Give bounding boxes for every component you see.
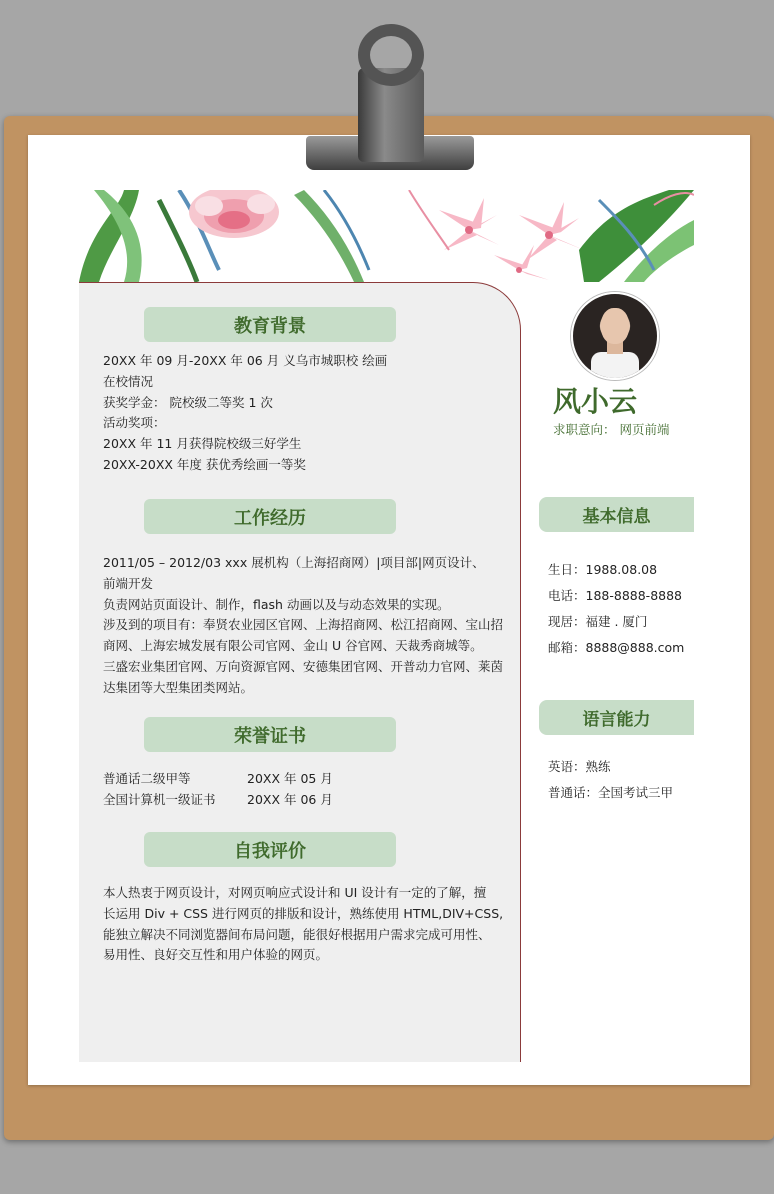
education-line: 在校情况 <box>103 373 154 389</box>
avatar-shirt <box>591 352 639 380</box>
self-eval-line: 易用性、良好交互性和用户体验的网页。 <box>103 947 329 963</box>
work-line: 涉及到的项目有：奉贤农业园区官网、上海招商网、松江招商网、宝山招 <box>103 617 504 633</box>
basic-info-line: 电话：188-8888-8888 <box>548 588 683 603</box>
work-line: 2011/05 – 2012/03 xxx 展机构（上海招商网）|项目部|网页设计、 <box>103 555 485 570</box>
education-details <box>103 351 503 476</box>
clip-ring <box>358 24 424 86</box>
honor-date: 20XX 年 05 月 <box>247 771 333 786</box>
education-line: 活动奖项： <box>103 415 166 431</box>
floral-header-decoration <box>79 190 694 282</box>
basic-info-line: 生日：1988.08.08 <box>548 562 658 577</box>
work-line: 达集团等大型集团类网站。 <box>103 679 254 695</box>
language-line: 普通话：全国考试三甲 <box>548 785 674 800</box>
honor-name: 全国计算机一级证书 <box>103 792 216 807</box>
job-value: 网页前端 <box>619 422 670 437</box>
work-details <box>103 553 503 699</box>
self-eval-details <box>103 883 503 966</box>
binder-clip-icon <box>300 24 480 179</box>
avatar-face <box>601 308 629 344</box>
section-header-self-eval: 自我评价 <box>144 832 396 867</box>
section-header-work: 工作经历 <box>144 499 396 534</box>
work-line: 商网、上海宏城发展有限公司官网、金山 U 谷官网、天裁秀商城等。 <box>103 638 483 654</box>
education-line: 20XX 年 09 月-20XX 年 06 月 义乌市城职校 绘画 <box>103 353 388 368</box>
work-line: 负责网站页面设计、制作，flash 动画以及与动态效果的实现。 <box>103 596 450 612</box>
work-line: 三盛宏业集团官网、万向资源官网、安德集团官网、开普动力官网、莱茵 <box>103 658 504 674</box>
candidate-name: 风小云 <box>553 385 638 418</box>
language-line: 英语：熟练 <box>548 759 611 774</box>
basic-info-line: 邮箱：8888@888.com <box>548 640 685 655</box>
self-eval-line: 长运用 Div + CSS 进行网页的排版和设计，熟练使用 HTML,DIV+CSS, <box>103 905 504 921</box>
work-line: 前端开发 <box>103 575 154 591</box>
self-eval-line: 本人热衷于网页设计，对网页响应式设计和 UI 设计有一定的了解，擅 <box>103 885 487 900</box>
education-line: 20XX 年 11 月获得院校级三好学生 <box>103 436 302 452</box>
avatar <box>571 292 659 380</box>
section-header-honors: 荣誉证书 <box>144 717 396 752</box>
education-line: 获奖学金： 院校级二等奖 1 次 <box>103 394 273 410</box>
section-header-education: 教育背景 <box>144 307 396 342</box>
honor-date: 20XX 年 06 月 <box>247 792 333 807</box>
section-header-basic-info: 基本信息 <box>539 497 694 532</box>
basic-info-line: 现居：福建 . 厦门 <box>548 614 648 629</box>
self-eval-line: 能独立解决不同浏览器间布局问题，能很好根据用户需求完成可用性、 <box>103 926 491 942</box>
education-line: 20XX-20XX 年度 获优秀绘画一等奖 <box>103 456 306 472</box>
section-header-language: 语言能力 <box>539 700 694 735</box>
job-intention <box>553 420 670 438</box>
honor-name: 普通话二级甲等 <box>103 771 191 786</box>
job-label: 求职意向： <box>553 422 616 437</box>
